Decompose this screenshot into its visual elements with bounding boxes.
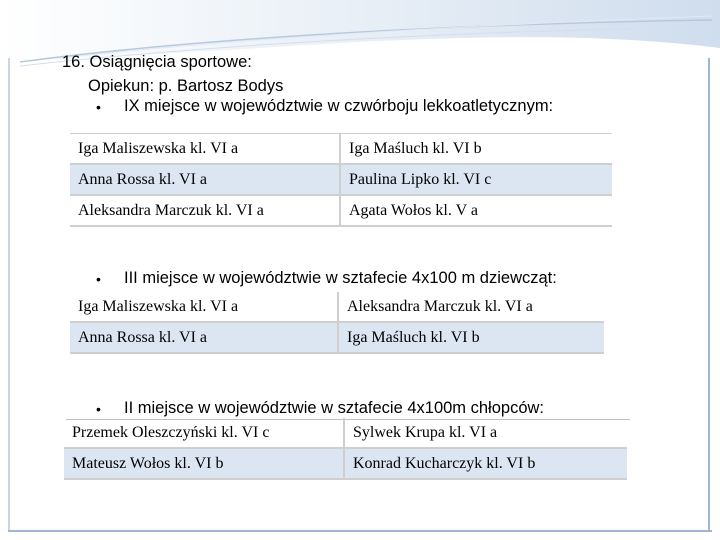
table-cell: Iga Maliszewska kl. VI a: [70, 292, 338, 322]
section-3-table: [64, 418, 627, 480]
section-1-table: [70, 133, 612, 227]
frame-right-border: [708, 58, 710, 530]
bullet-1: •: [96, 99, 101, 115]
frame-bottom-border: [8, 530, 712, 532]
table-cell: Iga Maśluch kl. VI b: [340, 134, 612, 165]
section-3-title: II miejsce w województwie w sztafecie 4x100m chłopców:: [124, 399, 545, 417]
section-2-table: [70, 292, 604, 354]
table-cell: Sylwek Krupa kl. VI a: [344, 418, 627, 448]
table-row: [70, 164, 612, 195]
table-cell: Przemek Oleszczyński kl. VI c: [64, 418, 344, 448]
table-cell: Mateusz Wołos kl. VI b: [64, 448, 344, 479]
table-cell: Iga Maśluch kl. VI b: [338, 322, 604, 353]
table-row: [70, 195, 612, 226]
coach-line: Opiekun: p. Bartosz Bodys: [88, 77, 284, 95]
table-cell: Anna Rossa kl. VI a: [70, 322, 338, 353]
section-2-title: III miejsce w województwie w sztafecie 4x100 m dziewcząt:: [124, 269, 557, 287]
slide-heading: 16. Osiągnięcia sportowe:: [62, 53, 252, 71]
table-cell: Aleksandra Marczuk kl. VI a: [70, 195, 340, 226]
table-row: [64, 448, 627, 479]
table-row: [70, 134, 612, 165]
bullet-3: •: [96, 401, 101, 417]
frame-left-border: [8, 58, 10, 530]
table-cell: Konrad Kucharczyk kl. VI b: [344, 448, 627, 479]
table-row: [64, 418, 627, 448]
table-row: [70, 322, 604, 353]
table-cell: Paulina Lipko kl. VI c: [340, 164, 612, 195]
table-cell: Iga Maliszewska kl. VI a: [70, 134, 340, 165]
table-cell: Aleksandra Marczuk kl. VI a: [338, 292, 604, 322]
section-1-title: IX miejsce w województwie w czwórboju lekkoatletycznym:: [124, 97, 554, 115]
table-row: [70, 292, 604, 322]
bullet-2: •: [96, 271, 101, 287]
table-cell: Anna Rossa kl. VI a: [70, 164, 340, 195]
table-cell: Agata Wołos kl. V a: [340, 195, 612, 226]
